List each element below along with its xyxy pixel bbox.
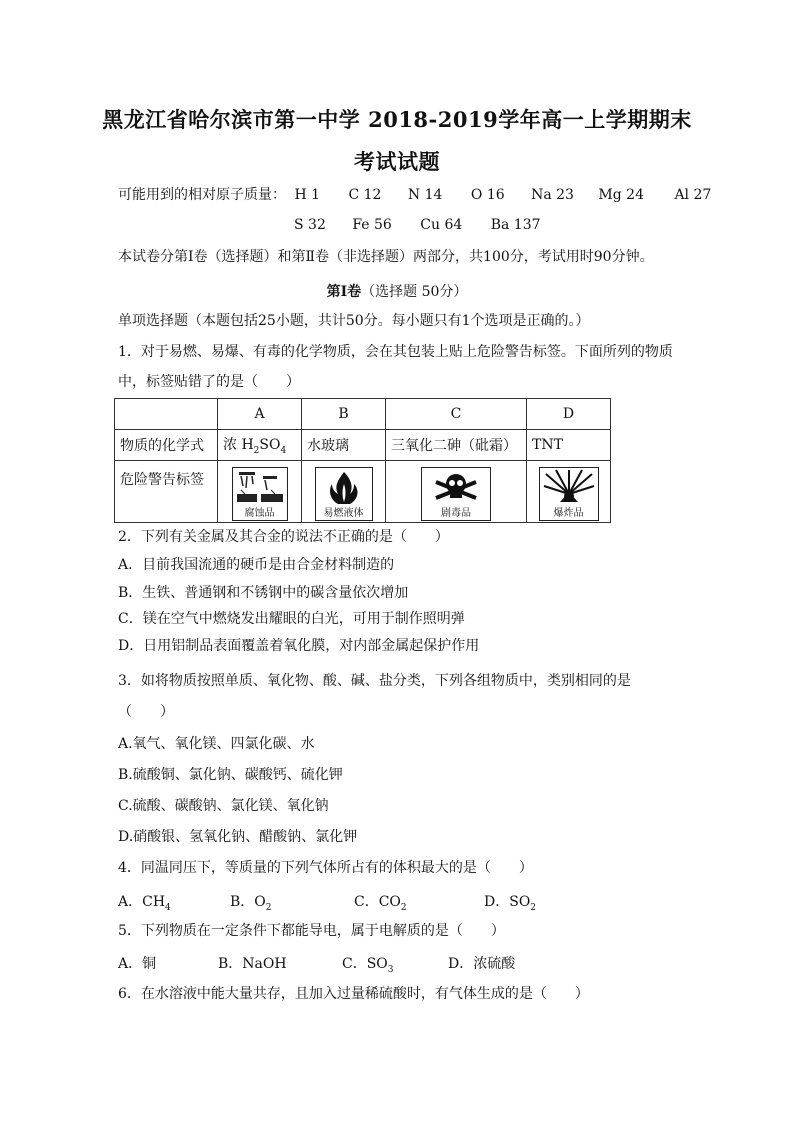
q6-stem: 6．在水溶液中能大量共存，且加入过量稀硫酸时，有气体生成的是（ ） — [118, 986, 589, 1002]
mass-n: N 14 — [407, 187, 443, 203]
intro-text: 本试卷分第Ⅰ卷（选择题）和第Ⅱ卷（非选择题）两部分，共100分，考试用时90分钟。 — [118, 249, 654, 265]
cell-b-formula: 水玻璃 — [302, 430, 386, 461]
q4-option-b: B．$O_2$ — [230, 894, 272, 913]
mass-ba: Ba 137 — [490, 217, 541, 233]
q3-stem-paren: （ ） — [118, 704, 174, 720]
q3-option-d: D.硝酸银、氢氧化钠、醋酸钠、氯化钾 — [118, 829, 358, 845]
q5-stem: 5．下列物质在一定条件下都能导电，属于电解质的是（ ） — [118, 923, 505, 939]
q4-option-a: A．$CH_4$ — [118, 894, 171, 913]
table-row-formula — [115, 430, 611, 461]
section-heading-bold: 第Ⅰ卷 — [326, 284, 362, 300]
mass-s: S 32 — [294, 217, 326, 233]
row-label-warning: 危险警告标签 — [115, 461, 218, 523]
corrosive-caption: 腐蚀品 — [244, 507, 275, 519]
q5-option-c: C．$SO_3$ — [342, 956, 394, 975]
table-header-c: C — [386, 399, 527, 430]
row-label-formula: 物质的化学式 — [115, 430, 218, 461]
mass-fe: Fe 56 — [352, 217, 392, 233]
toxic-label — [421, 467, 491, 521]
flammable-label — [315, 467, 373, 521]
q4-option-c: C．$CO_2$ — [354, 894, 407, 913]
cell-b-label — [302, 461, 386, 523]
title-line-2: 考试试题 — [354, 149, 440, 174]
explosive-label — [539, 467, 599, 521]
section-heading — [0, 281, 794, 301]
q5-option-b: B．NaOH — [218, 956, 287, 972]
atomic-masses-row-2 — [294, 216, 541, 234]
cell-d-formula: TNT — [527, 430, 611, 461]
mass-c: C 12 — [348, 187, 382, 203]
table-header-empty — [115, 399, 218, 430]
q1-stem-line-2: 中，标签贴错了的是（ ） — [118, 374, 300, 390]
table-header-d: D — [527, 399, 611, 430]
explosive-caption: 爆炸品 — [553, 507, 584, 519]
corrosive-label — [232, 467, 288, 521]
q4-option-d: D．$SO_2$ — [484, 894, 537, 913]
q5-option-a: A．铜 — [118, 956, 157, 972]
cell-a-label — [218, 461, 302, 523]
q1-table — [114, 398, 611, 523]
table-header-row — [115, 399, 611, 430]
corrosive-icon — [233, 468, 287, 508]
q2-option-b: B．生铁、普通钢和不锈钢中的碳含量依次增加 — [118, 585, 409, 601]
flammable-caption: 易燃液体 — [323, 507, 364, 519]
mass-o: O 16 — [470, 187, 505, 203]
q3-option-b: B.硫酸铜、氯化钠、碳酸钙、硫化钾 — [118, 767, 343, 783]
cell-a-formula: 浓 $H_2SO_4$ — [218, 430, 302, 461]
q1-stem-line-1: 1．对于易燃、易爆、有毒的化学物质，会在其包装上贴上危险警告标签。下面所列的物质 — [118, 344, 673, 360]
cell-c-formula: 三氧化二砷（砒霜） — [386, 430, 527, 461]
instructions-text: 单项选择题（本题包括25小题，共计50分。每小题只有1个选项是正确的。） — [118, 313, 590, 329]
atomic-masses-label: 可能用到的相对原子质量： — [118, 187, 286, 203]
mass-h: H 1 — [294, 187, 321, 203]
q2-option-d: D．日用铝制品表面覆盖着氧化膜，对内部金属起保护作用 — [118, 638, 480, 654]
q2-option-a: A．目前我国流通的硬币是由合金材料制造的 — [118, 557, 395, 573]
q3-option-a: A.氧气、氧化镁、四氯化碳、水 — [118, 736, 315, 752]
cell-c-label — [386, 461, 527, 523]
q5-option-d: D．浓硫酸 — [448, 956, 516, 972]
mass-mg: Mg 24 — [598, 187, 644, 203]
mass-al: Al 27 — [674, 187, 712, 203]
cell-d-label — [527, 461, 611, 523]
skull-crossbones-icon — [422, 468, 490, 508]
explosion-icon — [540, 468, 598, 508]
mass-cu: Cu 64 — [420, 217, 463, 233]
table-header-b: B — [302, 399, 386, 430]
q2-option-c: C．镁在空气中燃烧发出耀眼的白光，可用于制作照明弹 — [118, 611, 465, 627]
q4-stem: 4．同温同压下，等质量的下列气体所占有的体积最大的是（ ） — [118, 860, 533, 876]
toxic-caption: 剧毒品 — [441, 507, 471, 519]
atomic-masses-row-1 — [118, 186, 711, 204]
section-heading-rest: （选择题 50分） — [361, 284, 468, 300]
mass-na: Na 23 — [531, 187, 574, 203]
q2-stem: 2．下列有关金属及其合金的说法不正确的是（ ） — [118, 529, 449, 545]
title-line-1: 黑龙江省哈尔滨市第一中学 2018-2019学年高一上学期期末 — [102, 107, 692, 132]
flame-icon — [316, 468, 372, 508]
q3-option-c: C.硫酸、碳酸钠、氯化镁、氧化钠 — [118, 798, 329, 814]
table-row-labels — [115, 461, 611, 523]
table-header-a: A — [218, 399, 302, 430]
q3-stem: 3．如将物质按照单质、氧化物、酸、碱、盐分类，下列各组物质中，类别相同的是 — [118, 673, 631, 689]
